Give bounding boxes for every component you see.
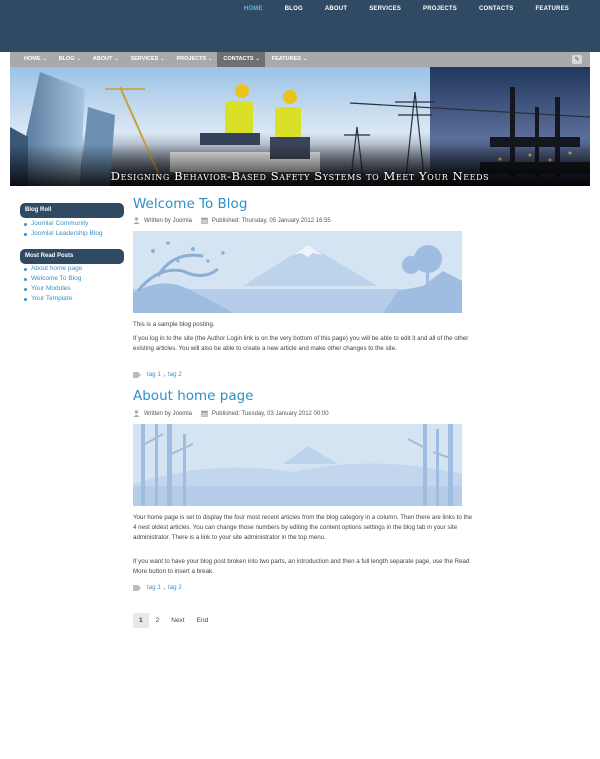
page-current: 1 bbox=[133, 613, 149, 628]
end-page-link[interactable]: End bbox=[196, 617, 209, 624]
list-item[interactable]: About home page bbox=[24, 264, 82, 274]
header-banner bbox=[10, 67, 590, 186]
chevron-down-icon: ⌄ bbox=[208, 56, 213, 62]
menu-item-label: CONTACTS bbox=[223, 56, 254, 62]
tag-link[interactable]: tag 1 bbox=[147, 584, 161, 591]
article-author: Written by Joomla bbox=[144, 410, 192, 417]
pagination bbox=[133, 613, 215, 628]
article-published-date: Published: Tuesday, 03 January 2012 00:00 bbox=[211, 410, 329, 417]
banner-caption: Designing Behavior-Based Safety Systems to Meet Your Needs bbox=[110, 169, 490, 183]
menu-item-home[interactable] bbox=[10, 52, 52, 67]
top-nav-projects[interactable]: PROJECTS bbox=[423, 6, 457, 12]
article-tags bbox=[133, 371, 182, 378]
user-icon bbox=[133, 410, 140, 417]
article-meta bbox=[133, 410, 329, 417]
pencil-icon[interactable]: ✎ bbox=[572, 55, 582, 64]
article-title[interactable]: About home page bbox=[133, 388, 254, 404]
chevron-down-icon: ⌄ bbox=[255, 56, 260, 62]
chevron-down-icon: ⌄ bbox=[302, 56, 308, 62]
blog-roll-title: Blog Roll bbox=[20, 203, 124, 218]
chevron-down-icon: ⌄ bbox=[114, 56, 119, 62]
menu-item-services[interactable] bbox=[124, 52, 170, 67]
top-nav-home[interactable]: HOME bbox=[243, 6, 263, 12]
menu-item-about[interactable] bbox=[86, 52, 124, 67]
menu-item-projects[interactable] bbox=[169, 52, 217, 67]
article-meta bbox=[133, 217, 331, 224]
user-icon bbox=[133, 217, 140, 224]
top-nav-contacts[interactable]: CONTACTS bbox=[479, 6, 514, 12]
next-page-link[interactable]: Next bbox=[171, 617, 185, 624]
tag-separator: , bbox=[161, 371, 167, 378]
menu-item-label: PROJECTS bbox=[176, 56, 207, 62]
chevron-down-icon: ⌄ bbox=[42, 56, 47, 62]
article-paragraph: If you log in to the site (the Author Login link is on the very bottom of this page) you will be able to edit it and all of the other existing articles. You will also be able to create a new article and make other changes to the site. bbox=[133, 335, 469, 352]
menu-item-label: SERVICES bbox=[130, 56, 159, 62]
article-paragraph: If you want to have your blog post broken into two parts, an introduction and then a full length separate page, use the Read More button to insert a break. bbox=[133, 558, 470, 575]
most-read-title: Most Read Posts bbox=[20, 249, 124, 264]
top-header bbox=[0, 0, 600, 52]
main-menu bbox=[10, 52, 590, 67]
menu-item-label: BLOG bbox=[58, 56, 75, 62]
top-nav-blog[interactable]: BLOG bbox=[284, 6, 303, 12]
menu-item-label: HOME bbox=[24, 56, 41, 62]
menu-item-blog[interactable] bbox=[52, 52, 86, 67]
article-published-date: Published: Thursday, 05 January 2012 16:55 bbox=[211, 217, 331, 224]
page-link[interactable]: 2 bbox=[155, 617, 160, 624]
tag-icon bbox=[133, 585, 141, 591]
article-tags bbox=[133, 584, 182, 591]
menu-item-label: ABOUT bbox=[92, 56, 113, 62]
tag-link[interactable]: tag 1 bbox=[147, 371, 161, 378]
list-item[interactable]: Your Template bbox=[24, 294, 82, 304]
tag-separator: , bbox=[161, 584, 167, 591]
blog-roll-list bbox=[24, 219, 103, 239]
top-nav-features[interactable]: FEATURES bbox=[535, 6, 569, 12]
chevron-down-icon: ⌄ bbox=[76, 56, 81, 62]
article-title[interactable]: Welcome To Blog bbox=[133, 196, 248, 212]
list-item[interactable]: Welcome To Blog bbox=[24, 274, 82, 284]
menu-item-features[interactable] bbox=[265, 52, 312, 67]
list-item[interactable]: Joomla! Community bbox=[24, 219, 103, 229]
most-read-list bbox=[24, 264, 82, 304]
tag-link[interactable]: tag 2 bbox=[167, 584, 182, 591]
menu-item-contacts[interactable] bbox=[217, 52, 264, 67]
article-paragraph: Your home page is set to display the four most recent articles from the blog category in a column. Then there are links to the 4 nest oldest articles. You can change those numbers by editing the content options settings in the blog tab in your site administrator. There is a link to your site administrator in the top menu. bbox=[133, 514, 473, 541]
calendar-icon bbox=[201, 217, 208, 224]
calendar-icon bbox=[201, 410, 208, 417]
chevron-down-icon: ⌄ bbox=[160, 56, 165, 62]
article-author: Written by Joomla bbox=[144, 217, 192, 224]
top-nav-about[interactable]: ABOUT bbox=[324, 6, 348, 12]
top-nav bbox=[233, 6, 580, 12]
article-image bbox=[133, 424, 462, 506]
list-item[interactable]: Joomla! Leadership Blog bbox=[24, 229, 103, 239]
list-item[interactable]: Your Modules bbox=[24, 284, 82, 294]
tag-icon bbox=[133, 372, 141, 378]
tag-link[interactable]: tag 2 bbox=[167, 371, 182, 378]
article-image bbox=[133, 231, 462, 313]
article-paragraph: This is a sample blog posting. bbox=[133, 321, 215, 328]
top-nav-services[interactable]: SERVICES bbox=[369, 6, 402, 12]
menu-item-label: FEATURES bbox=[271, 56, 301, 62]
